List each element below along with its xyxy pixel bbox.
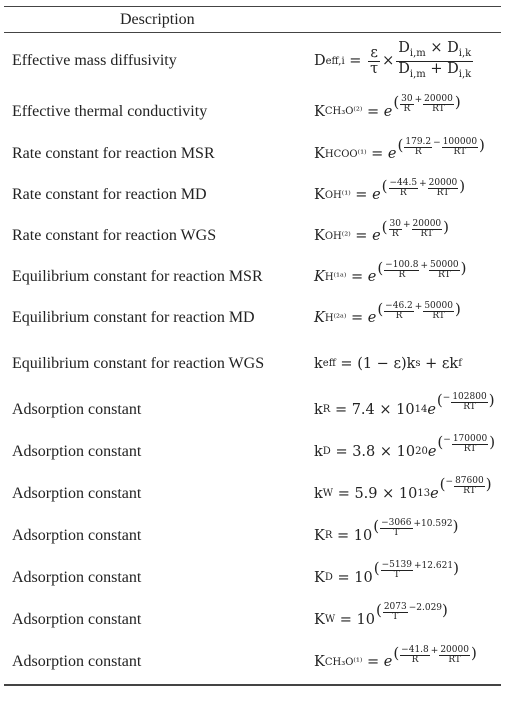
row-equation: K CH₃O⁽²⁾ = e ( $\frac{30}{R}$ + $\frac{20000}{RT}$ ) — [314, 93, 461, 120]
table-row — [4, 557, 501, 599]
table-row — [4, 641, 501, 685]
row-equation: K R = 10 ( $\frac{-3066}{T}$ +10.592 ) — [314, 517, 459, 544]
row-label: Effective thermal conductivity — [12, 102, 208, 120]
table-row — [4, 339, 501, 389]
row-label: Adsorption constant — [12, 568, 142, 586]
row-label: Adsorption constant — [12, 484, 142, 502]
row-equation — [312, 339, 501, 389]
fraction: $\frac{\varepsilon}{\tau}$ — [370, 44, 379, 77]
properties-table — [4, 6, 501, 686]
table-row — [4, 389, 501, 431]
row-label: Equilibrium constant for reaction MSR — [12, 268, 263, 285]
row-equation: K H⁽²ᵃ⁾ = e ( $\frac{-46.2}{R}$ + $\frac{50000}{RT}$ ) — [314, 299, 461, 326]
row-equation: K W = 10 ( $\frac{2073}{T}$ −2.029 ) — [314, 601, 448, 628]
row-label: Equilibrium constant for reaction WGS — [12, 354, 265, 372]
row-label: Rate constant for reaction MSR — [12, 145, 215, 162]
row-label: Adsorption constant — [12, 610, 142, 628]
column-header-description: Description — [4, 7, 312, 33]
fraction: $\frac{D_{i,m} \times D_{i,k}}{D_{i,m} + D_{i,k}}$ — [398, 39, 472, 80]
table-row — [4, 599, 501, 641]
row-equation: K HCOO⁽¹⁾ = e ( $\frac{179.2}{R}$ − $\frac{100000}{RT}$ ) — [314, 135, 485, 162]
row-label: Adsorption constant — [12, 442, 142, 460]
table-row — [4, 431, 501, 473]
row-label: Rate constant for reaction MD — [12, 186, 207, 203]
table-row — [4, 473, 501, 515]
table-row — [4, 33, 501, 90]
row-equation: K H⁽¹ᵃ⁾ = e ( $\frac{-100.8}{R}$ + $\frac{50000}{RT}$ ) — [314, 258, 467, 285]
table-row — [4, 298, 501, 339]
table-row — [4, 515, 501, 557]
row-label: Adsorption constant — [12, 526, 142, 544]
row-label: Effective mass diffusivity — [12, 52, 177, 70]
row-equation: D eff,i = $\frac{\varepsilon}{\tau}$ × $\frac{D_{i,m} \times D_{i,k}}{D_{i,m} + D_{i,k}}$ — [314, 39, 472, 80]
table-row — [4, 216, 501, 257]
effective-conductivity-formula: k eff = (1 − ε)k s + εk f — [314, 355, 462, 372]
row-equation: k W = 5.9 × 10 13 e ( − $\frac{87600}{RT}$ ) — [314, 475, 492, 502]
row-equation: K OH⁽¹⁾ = e ( $\frac{-44.5}{R}$ + $\frac{20000}{RT}$ ) — [314, 176, 466, 203]
table-row — [4, 134, 501, 175]
row-label: Equilibrium constant for reaction MD — [12, 309, 255, 326]
column-header-equation — [312, 7, 501, 33]
table-row — [4, 90, 501, 134]
row-equation: K OH⁽²⁾ = e ( $\frac{30}{R}$ + $\frac{20000}{RT}$ ) — [314, 217, 450, 244]
table-header-row — [4, 7, 501, 33]
row-equation: K CH₃O⁽¹⁾ = e ( $\frac{-41.8}{R}$ + $\frac{20000}{RT}$ ) — [312, 641, 501, 685]
table-row — [4, 175, 501, 216]
table-row — [4, 257, 501, 298]
row-label: Adsorption constant — [4, 641, 312, 685]
row-equation: K D = 10 ( $\frac{-5139}{T}$ +12.621 ) — [314, 559, 459, 586]
row-equation: k D = 3.8 × 10 20 e ( − $\frac{170000}{RT}$ ) — [314, 433, 496, 460]
row-equation: k R = 7.4 × 10 14 e ( − $\frac{102800}{RT}$ ) — [314, 391, 495, 418]
row-label: Adsorption constant — [12, 400, 142, 418]
row-label: Rate constant for reaction WGS — [12, 227, 217, 244]
